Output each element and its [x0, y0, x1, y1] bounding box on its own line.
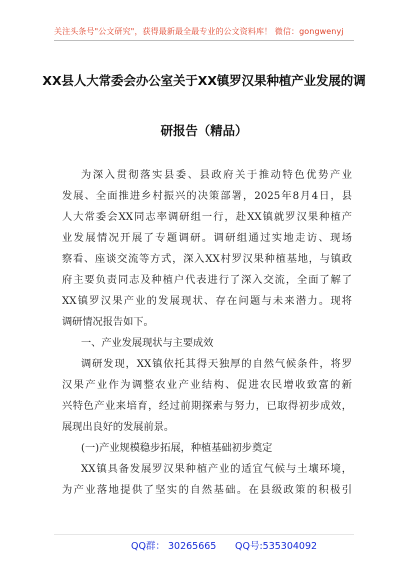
paragraph-line: 调研情况报告如下。 [62, 317, 154, 328]
paragraph-line: 调研发现，XX镇依托其得天独厚的自然气候条件，将罗 [81, 359, 352, 370]
paragraph-line: 为深入贯彻落实县委、县政府关于推动特色优势产业 [81, 170, 352, 181]
footer-qq-group: QQ群： 30265665 [131, 541, 217, 552]
document-title-line-2: 研报告（精品） [160, 123, 248, 138]
header-banner: 关注头条号"公文研究"，获得最新最全最专业的公文资料库！ 微信：gongwenyj [54, 27, 344, 36]
footer-divider [54, 534, 354, 535]
paragraph-line: 业发展情况开展了专题调研。调研组通过实地走访、现场 [62, 233, 352, 244]
page-footer [0, 538, 408, 552]
paragraph-line: 府主要负责同志及种植户代表进行了深入交流，全面了解了 [62, 275, 352, 286]
paragraph-line: 察看、座谈交流等方式，深入XX村罗汉果种植基地，与镇政 [62, 254, 352, 265]
document-title-line-1: XX县人大常委会办公室关于XX镇罗汉果种植产业发展的调 [42, 73, 366, 88]
paragraph-line: 人大常委会XX同志率调研组一行，赴XX镇就罗汉果种植产 [62, 212, 352, 223]
section-heading: 一、产业发展现状与主要成效 [81, 338, 214, 349]
paragraph-line: XX镇具备发展罗汉果种植产业的适宜气候与土壤环境， [81, 464, 352, 475]
header-divider [54, 40, 354, 41]
subsection-heading: (一)产业规模稳步拓展，种植基础初步奠定 [81, 443, 273, 454]
footer-qq-number: QQ号:535304092 [235, 541, 318, 552]
paragraph-line: XX镇罗汉果产业的发展现状、存在问题与未来潜力。现将 [62, 296, 352, 307]
paragraph-line: 兴特色产业来培育，经过前期探索与努力，已取得初步成效， [62, 401, 352, 412]
paragraph-line: 汉果产业作为调整农业产业结构、促进农民增收致富的新 [62, 380, 352, 391]
paragraph-line: 发展、全面推进乡村振兴的决策部署，2025年8月4日，县 [62, 191, 352, 202]
paragraph-line: 展现出良好的发展前景。 [62, 422, 175, 433]
paragraph-line: 为产业落地提供了坚实的自然基础。在县级政策的积极引 [62, 485, 352, 496]
